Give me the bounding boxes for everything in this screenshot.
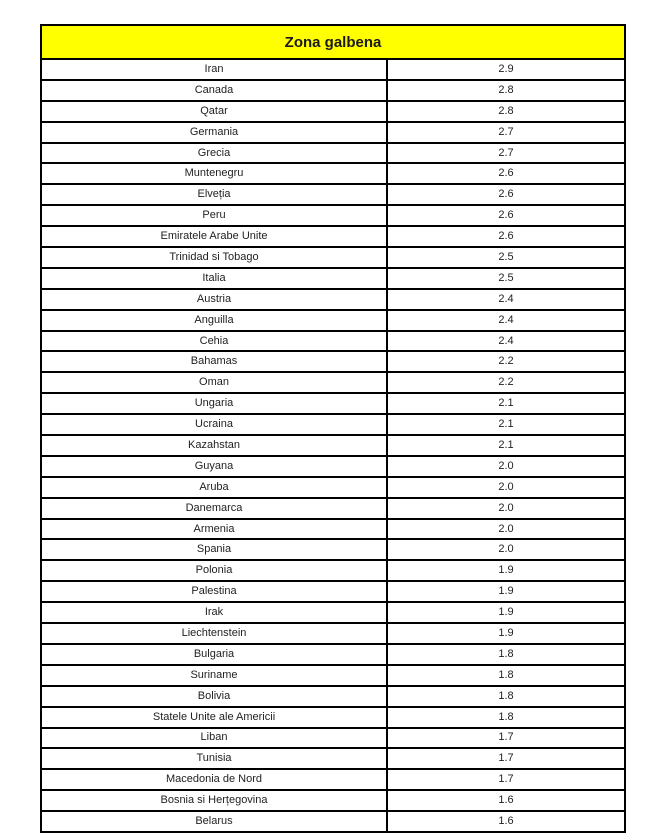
value-cell: 1.7 bbox=[387, 769, 625, 790]
table-row bbox=[41, 539, 625, 560]
country-cell: Spania bbox=[41, 539, 387, 560]
value-cell: 2.5 bbox=[387, 247, 625, 268]
value-cell: 2.6 bbox=[387, 184, 625, 205]
country-cell: Armenia bbox=[41, 519, 387, 540]
table-row bbox=[41, 665, 625, 686]
value-cell: 1.9 bbox=[387, 560, 625, 581]
table-row bbox=[41, 393, 625, 414]
table-row bbox=[41, 477, 625, 498]
table-row bbox=[41, 560, 625, 581]
value-cell: 2.1 bbox=[387, 414, 625, 435]
table-row bbox=[41, 331, 625, 352]
value-cell: 2.0 bbox=[387, 519, 625, 540]
value-cell: 1.8 bbox=[387, 707, 625, 728]
value-cell: 1.9 bbox=[387, 623, 625, 644]
value-cell: 1.6 bbox=[387, 811, 625, 832]
country-cell: Bulgaria bbox=[41, 644, 387, 665]
country-cell: Belarus bbox=[41, 811, 387, 832]
value-cell: 1.6 bbox=[387, 790, 625, 811]
value-cell: 1.7 bbox=[387, 748, 625, 769]
country-cell: Polonia bbox=[41, 560, 387, 581]
table-row bbox=[41, 707, 625, 728]
table-row bbox=[41, 498, 625, 519]
value-cell: 2.2 bbox=[387, 372, 625, 393]
value-cell: 2.4 bbox=[387, 331, 625, 352]
table-row bbox=[41, 289, 625, 310]
value-cell: 2.0 bbox=[387, 477, 625, 498]
header-row bbox=[41, 25, 625, 59]
table-row bbox=[41, 769, 625, 790]
value-cell: 1.8 bbox=[387, 665, 625, 686]
country-cell: Palestina bbox=[41, 581, 387, 602]
country-cell: Emiratele Arabe Unite bbox=[41, 226, 387, 247]
country-cell: Muntenegru bbox=[41, 163, 387, 184]
table-row bbox=[41, 310, 625, 331]
country-cell: Ucraina bbox=[41, 414, 387, 435]
table-row bbox=[41, 372, 625, 393]
table-row bbox=[41, 59, 625, 80]
country-cell: Irak bbox=[41, 602, 387, 623]
country-cell: Liban bbox=[41, 728, 387, 749]
value-cell: 1.9 bbox=[387, 581, 625, 602]
value-cell: 1.8 bbox=[387, 644, 625, 665]
country-cell: Tunisia bbox=[41, 748, 387, 769]
value-cell: 1.7 bbox=[387, 728, 625, 749]
country-cell: Suriname bbox=[41, 665, 387, 686]
table-row bbox=[41, 163, 625, 184]
table-row bbox=[41, 811, 625, 832]
value-cell: 2.6 bbox=[387, 205, 625, 226]
value-cell: 2.0 bbox=[387, 456, 625, 477]
value-cell: 2.7 bbox=[387, 122, 625, 143]
table-row bbox=[41, 143, 625, 164]
table-row bbox=[41, 728, 625, 749]
table-row bbox=[41, 435, 625, 456]
country-cell: Statele Unite ale Americii bbox=[41, 707, 387, 728]
table-row bbox=[41, 581, 625, 602]
country-cell: Austria bbox=[41, 289, 387, 310]
country-cell: Germania bbox=[41, 122, 387, 143]
country-cell: Cehia bbox=[41, 331, 387, 352]
table-row bbox=[41, 644, 625, 665]
value-cell: 1.8 bbox=[387, 686, 625, 707]
value-cell: 2.8 bbox=[387, 80, 625, 101]
table-row bbox=[41, 414, 625, 435]
country-cell: Kazahstan bbox=[41, 435, 387, 456]
value-cell: 2.1 bbox=[387, 435, 625, 456]
table-row bbox=[41, 456, 625, 477]
country-cell: Aruba bbox=[41, 477, 387, 498]
country-cell: Anguilla bbox=[41, 310, 387, 331]
value-cell: 2.5 bbox=[387, 268, 625, 289]
table-row bbox=[41, 602, 625, 623]
value-cell: 2.6 bbox=[387, 163, 625, 184]
value-cell: 1.9 bbox=[387, 602, 625, 623]
value-cell: 2.7 bbox=[387, 143, 625, 164]
table-row bbox=[41, 519, 625, 540]
zone-table-container bbox=[40, 24, 626, 833]
country-cell: Bosnia si Herțegovina bbox=[41, 790, 387, 811]
value-cell: 2.0 bbox=[387, 539, 625, 560]
table-row bbox=[41, 351, 625, 372]
country-cell: Ungaria bbox=[41, 393, 387, 414]
country-cell: Elveția bbox=[41, 184, 387, 205]
table-row bbox=[41, 122, 625, 143]
table-row bbox=[41, 101, 625, 122]
table-row bbox=[41, 686, 625, 707]
country-cell: Peru bbox=[41, 205, 387, 226]
table-row bbox=[41, 226, 625, 247]
country-cell: Canada bbox=[41, 80, 387, 101]
table-row bbox=[41, 790, 625, 811]
country-cell: Grecia bbox=[41, 143, 387, 164]
country-cell: Danemarca bbox=[41, 498, 387, 519]
table-row bbox=[41, 268, 625, 289]
value-cell: 2.6 bbox=[387, 226, 625, 247]
table-row bbox=[41, 247, 625, 268]
country-cell: Italia bbox=[41, 268, 387, 289]
value-cell: 2.4 bbox=[387, 289, 625, 310]
zone-title: Zona galbena bbox=[41, 25, 625, 59]
value-cell: 2.4 bbox=[387, 310, 625, 331]
table-row bbox=[41, 623, 625, 644]
table-row bbox=[41, 748, 625, 769]
country-cell: Liechtenstein bbox=[41, 623, 387, 644]
country-cell: Bolivia bbox=[41, 686, 387, 707]
country-cell: Oman bbox=[41, 372, 387, 393]
country-cell: Trinidad si Tobago bbox=[41, 247, 387, 268]
country-cell: Macedonia de Nord bbox=[41, 769, 387, 790]
value-cell: 2.2 bbox=[387, 351, 625, 372]
value-cell: 2.8 bbox=[387, 101, 625, 122]
table-row bbox=[41, 80, 625, 101]
country-cell: Bahamas bbox=[41, 351, 387, 372]
table-row bbox=[41, 205, 625, 226]
country-cell: Iran bbox=[41, 59, 387, 80]
zone-table bbox=[40, 24, 626, 833]
value-cell: 2.9 bbox=[387, 59, 625, 80]
country-cell: Qatar bbox=[41, 101, 387, 122]
value-cell: 2.1 bbox=[387, 393, 625, 414]
value-cell: 2.0 bbox=[387, 498, 625, 519]
country-cell: Guyana bbox=[41, 456, 387, 477]
table-row bbox=[41, 184, 625, 205]
